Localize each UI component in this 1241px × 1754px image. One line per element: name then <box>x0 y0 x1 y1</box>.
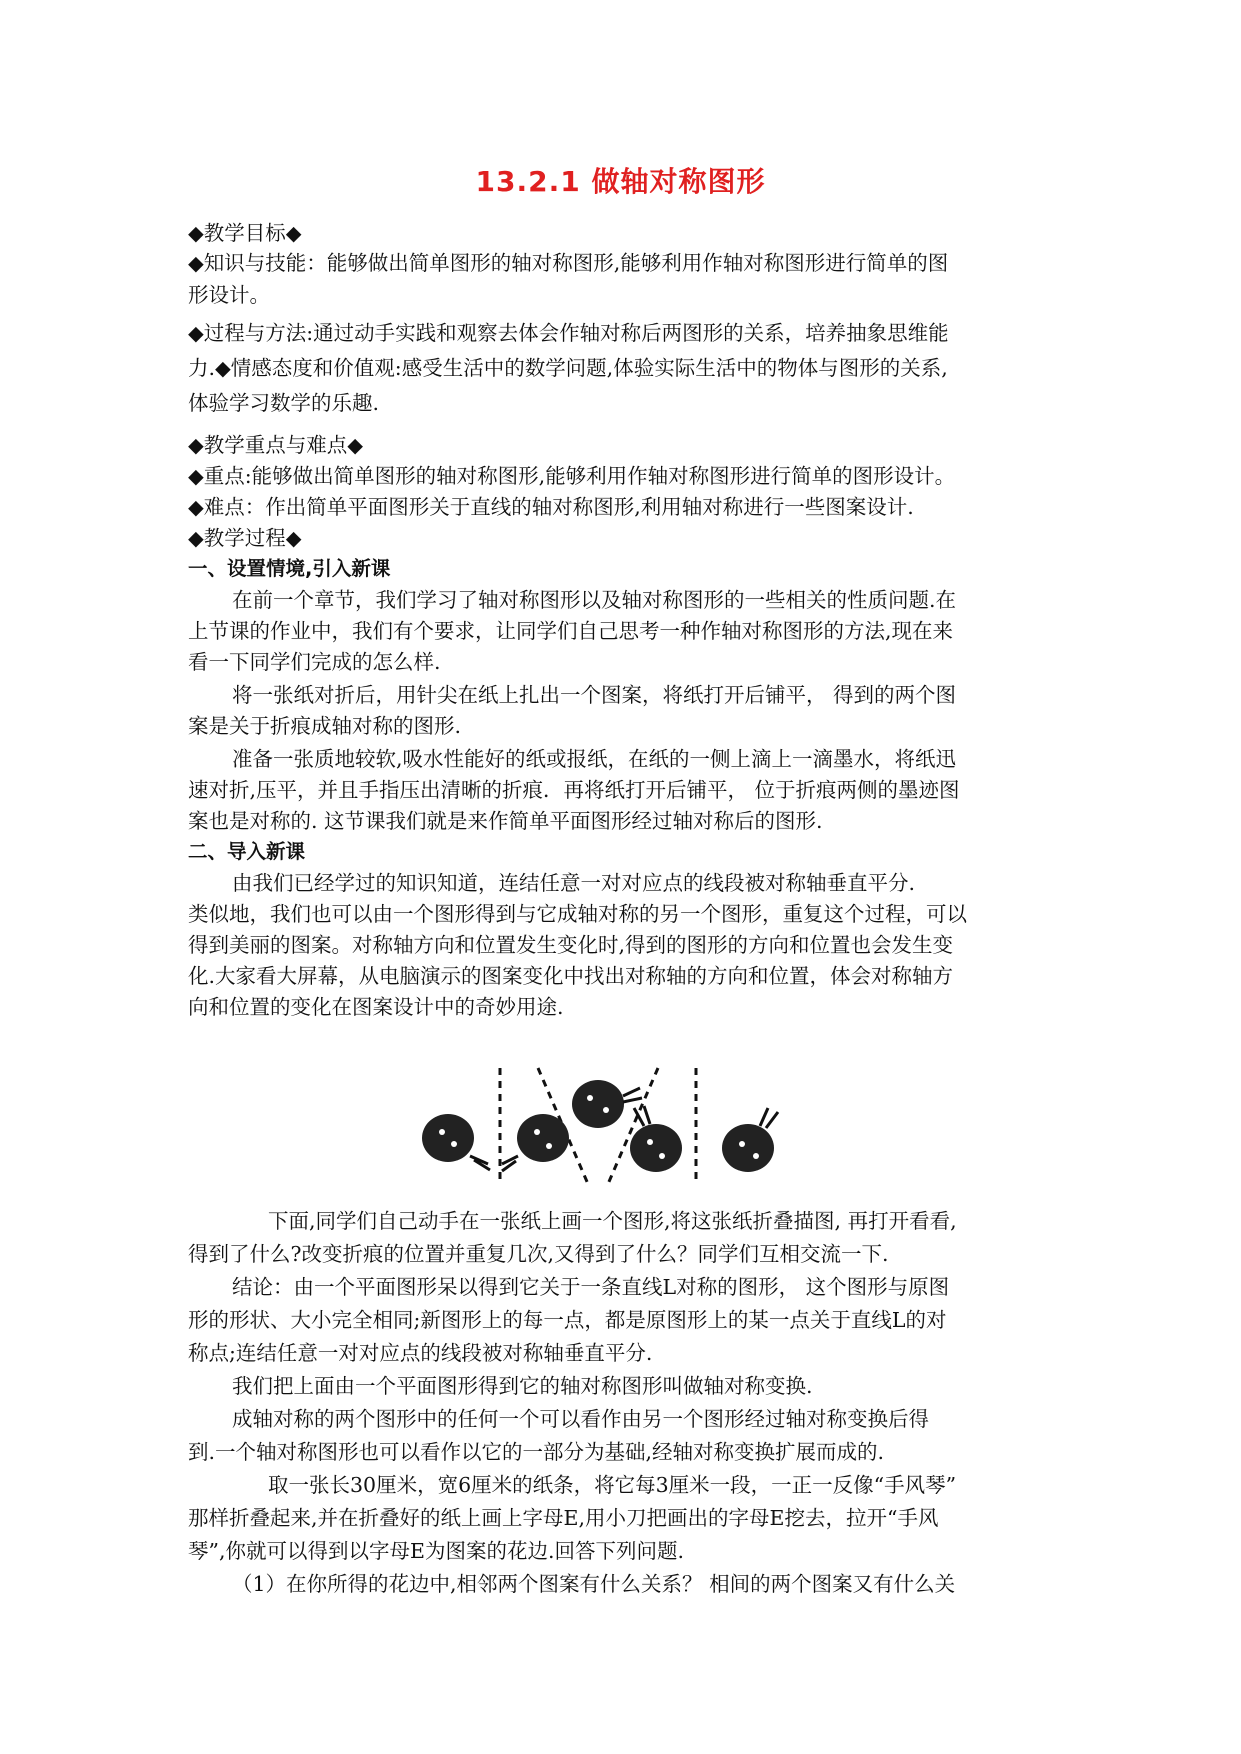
text-line: 力.◆情感态度和价值观:感受生活中的数学问题,体验实际生活中的物体与图形的关系, <box>188 356 948 380</box>
text-line: 得到美丽的图案。对称轴方向和位置发生变化时,得到的图形的方向和位置也会发生变 <box>188 933 954 957</box>
text-line: 类似地，我们也可以由一个图形得到与它成轴对称的另一个图形，重复这个过程，可以 <box>188 902 967 926</box>
text-line: ◆教学过程◆ <box>188 526 302 550</box>
text-line: 案也是对称的. 这节课我们就是来作简单平面图形经过轴对称后的图形. <box>188 809 823 833</box>
text-line: 称点;连结任意一对对应点的线段被对称轴垂直平分. <box>188 1341 653 1365</box>
text-line: 准备一张质地较软,吸水性能好的纸或报纸，在纸的一侧上滴上一滴墨水，将纸迅 <box>232 747 957 771</box>
text-line: 化.大家看大屏幕，从电脑演示的图案变化中找出对称轴的方向和位置，体会对称轴方 <box>188 964 954 988</box>
text-line: 下面,同学们自己动手在一张纸上画一个图形,将这张纸折叠描图, 再打开看看, <box>268 1209 957 1233</box>
text-line: 在前一个章节，我们学习了轴对称图形以及轴对称图形的一些相关的性质问题.在 <box>232 588 957 612</box>
text-line: 体验学习数学的乐趣. <box>188 391 380 415</box>
section-heading: 一、设置情境,引入新课 <box>188 557 391 580</box>
text-line: ◆难点：作出简单平面图形关于直线的轴对称图形,利用轴对称进行一些图案设计. <box>188 495 914 519</box>
text-line: ◆教学重点与难点◆ <box>188 433 364 457</box>
text-line: ◆知识与技能：能够做出简单图形的轴对称图形,能够利用作轴对称图形进行简单的图 <box>188 251 949 275</box>
text-line: 得到了什么?改变折痕的位置并重复几次,又得到了什么？同学们互相交流一下. <box>188 1242 889 1266</box>
text-line: 形的形状、大小完全相同;新图形上的每一点，都是原图形上的某一点关于直线L的对 <box>188 1308 947 1332</box>
text-line: 由我们已经学过的知识知道，连结任意一对对应点的线段被对称轴垂直平分. <box>232 871 916 895</box>
text-line: 案是关于折痕成轴对称的图形. <box>188 714 462 738</box>
text-line: 那样折叠起来,并在折叠好的纸上画上字母E,用小刀把画出的字母E挖去，拉开“手风 <box>188 1506 939 1530</box>
text-line: （1）在你所得的花边中,相邻两个图案有什么关系？ 相间的两个图案又有什么关 <box>232 1572 956 1596</box>
page-title: 13.2.1 做轴对称图形 <box>475 165 766 198</box>
text-line: 到.一个轴对称图形也可以看作以它的一部分为基础,经轴对称变换扩展而成的. <box>188 1440 885 1464</box>
text-line: ◆过程与方法:通过动手实践和观察去体会作轴对称后两图形的关系，培养抽象思维能 <box>188 321 949 345</box>
text-line: 琴”,你就可以得到以字母E为图案的花边.回答下列问题. <box>188 1539 684 1563</box>
section-heading: 二、导入新课 <box>188 840 306 863</box>
text-line: 取一张长30厘米，宽6厘米的纸条，将它每3厘米一段，一正一反像“手风琴” <box>268 1473 957 1497</box>
text-line: 形设计。 <box>188 283 270 307</box>
text-line: 上节课的作业中，我们有个要求，让同学们自己思考一种作轴对称图形的方法,现在来 <box>188 619 954 643</box>
text-line: ◆重点:能够做出简单图形的轴对称图形,能够利用作轴对称图形进行简单的图形设计。 <box>188 464 956 488</box>
text-line: 结论：由一个平面图形呆以得到它关于一条直线L对称的图形， 这个图形与原图 <box>232 1275 950 1299</box>
text-line: 向和位置的变化在图案设计中的奇妙用途. <box>188 995 564 1019</box>
symmetry-fish-figure <box>418 1066 828 1186</box>
text-line: 我们把上面由一个平面图形得到它的轴对称图形叫做轴对称变换. <box>232 1374 813 1398</box>
text-line: 将一张纸对折后，用针尖在纸上扎出一个图案，将纸打开后铺平， 得到的两个图 <box>232 683 957 707</box>
text-line: 速对折,压平，并且手指压出清晰的折痕．再将纸打开后铺平， 位于折痕两侧的墨迹图 <box>188 778 960 802</box>
text-line: 成轴对称的两个图形中的任何一个可以看作由另一个图形经过轴对称变换后得 <box>232 1407 929 1431</box>
text-line: 看一下同学们完成的怎么样. <box>188 650 441 674</box>
text-line: ◆教学目标◆ <box>188 221 302 245</box>
